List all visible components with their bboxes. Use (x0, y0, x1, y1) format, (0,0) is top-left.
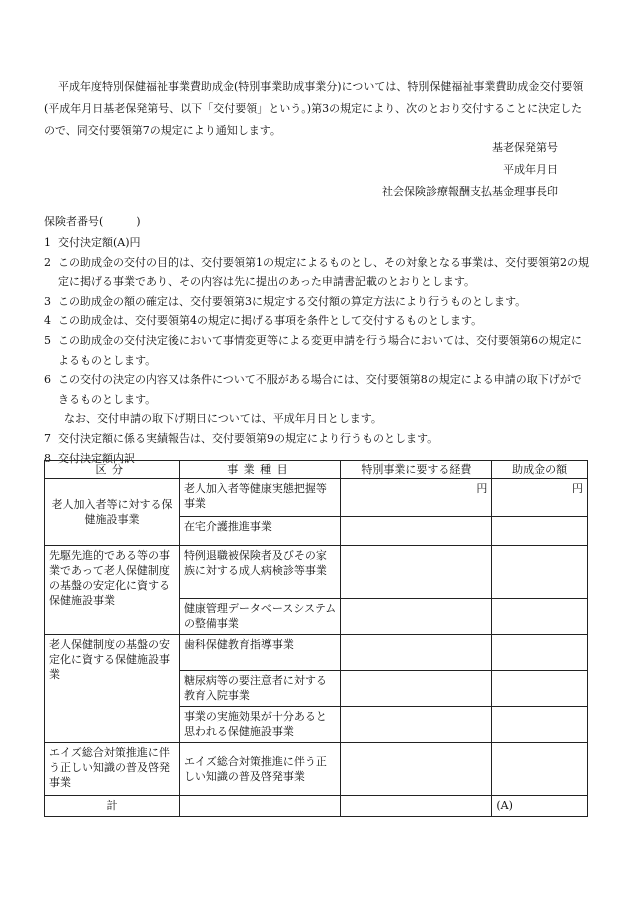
item-number: 6 (44, 373, 51, 387)
total-label: 計 (45, 796, 180, 817)
project-cell: エイズ総合対策推進に伴う正しい知識の普及啓発事業 (179, 743, 341, 796)
table-total-row (45, 796, 588, 817)
project-cell: 糖尿病等の要注意者に対する教育入院事業 (179, 671, 341, 707)
category-cell: 先駆先進的である等の事業であって老人保健制度の基盤の安定化に資する保健施設事業 (45, 546, 180, 635)
item-number: 2 (44, 255, 51, 269)
item-text: なお、交付申請の取下げ期日については、平成年月日とします。 (64, 412, 382, 426)
document-number: 基老保発第号 (492, 141, 558, 154)
document-date: 平成年月日 (503, 163, 558, 176)
cost-cell: 円 (341, 479, 492, 517)
item-text: この交付の決定の内容又は条件について不服がある場合には、交付要領第8の規定による申請の取下げができるものとします。 (58, 373, 582, 406)
grant-cell: 円 (492, 479, 588, 517)
header-category: 区分 (45, 461, 180, 479)
item-text: この助成金の交付決定後において事情変更等による変更申請を行う場合においては、交付要領第6の規定によるものとします。 (58, 333, 582, 367)
grant-cell (492, 635, 588, 671)
project-cell: 事業の実施効果が十分あると思われる保健施設事業 (179, 707, 341, 743)
grant-cell (492, 707, 588, 743)
item-text: この助成金の交付の目的は、交付要領第1の規定によるものとし、その対象となる事業は、交付要領第2の規定に掲げる事業であり、その内容は先に提出のあった申請書記載のとおりとします。 (58, 255, 589, 289)
list-item (44, 331, 592, 370)
grant-breakdown-table (44, 460, 588, 817)
item-number: 4 (44, 314, 51, 328)
list-item (44, 253, 592, 292)
item-text: 交付決定額内訳 (58, 451, 135, 465)
issuer-name: 社会保険診療報酬支払基金理事長印 (382, 185, 558, 198)
cost-cell (341, 599, 492, 635)
list-item (44, 370, 592, 409)
item-number: 1 (44, 236, 51, 249)
intro-paragraph: 平成年度特別保健福祉事業費助成金(特別事業助成事業分)については、特別保健福祉事業費助成金交付要領(平成年月日基老保発第号、以下「交付要領」という。)第3の規定により、次のとおり交付することに決定したので、同交付要領第7の規定により通知します。 (44, 80, 584, 137)
cost-cell (341, 707, 492, 743)
grant-cell (492, 599, 588, 635)
total-cost-cell (341, 796, 492, 817)
header-project: 事業種目 (179, 461, 341, 479)
category-cell: 老人保健制度の基盤の安定化に資する保健施設事業 (45, 635, 180, 743)
cost-cell (341, 671, 492, 707)
project-cell: 健康管理データベースシステムの整備事業 (179, 599, 341, 635)
project-cell: 特例退職被保険者及びその家族に対する成人病検診等事業 (179, 546, 341, 599)
header-cost: 特別事業に要する経費 (341, 461, 492, 479)
item-text: 交付決定額(A)円 (58, 236, 141, 249)
item-text: 交付決定額に係る実績報告は、交付要領第9の規定により行うものとします。 (58, 431, 439, 445)
grant-cell (492, 743, 588, 796)
item-number: 3 (44, 294, 51, 308)
grant-cell (492, 546, 588, 599)
list-item (44, 233, 592, 253)
insurer-number-label: 保険者番号( ) (44, 215, 141, 228)
category-cell: 老人加入者等に対する保健施設事業 (45, 479, 180, 546)
cost-cell (341, 635, 492, 671)
list-item-note (44, 409, 592, 429)
project-cell: 在宅介護推進事業 (179, 517, 341, 546)
cost-cell (341, 517, 492, 546)
table-row (45, 743, 588, 796)
list-item (44, 311, 592, 331)
cost-cell (341, 546, 492, 599)
item-text: この助成金は、交付要領第4の規定に掲げる事項を条件として交付するものとします。 (58, 314, 483, 328)
category-cell: エイズ総合対策推進に伴う正しい知識の普及啓発事業 (45, 743, 180, 796)
table-header-row (45, 461, 588, 479)
project-cell: 老人加入者等健康実態把握等事業 (179, 479, 341, 517)
item-number: 7 (44, 431, 51, 445)
condition-list (44, 233, 592, 468)
table-row (45, 479, 588, 517)
table-row (45, 635, 588, 671)
item-number: 5 (44, 333, 51, 347)
cost-cell (341, 743, 492, 796)
list-item (44, 292, 592, 312)
table-row (45, 546, 588, 599)
item-number: 8 (44, 451, 51, 465)
signature-block (382, 137, 558, 203)
project-cell: 歯科保健教育指導事業 (179, 635, 341, 671)
grant-cell (492, 671, 588, 707)
item-text: この助成金の額の確定は、交付要領第3に規定する交付額の算定方法により行うものとします。 (58, 294, 527, 308)
grant-cell (492, 517, 588, 546)
total-project-cell (179, 796, 341, 817)
total-grant-cell: (A) (492, 796, 588, 817)
list-item (44, 429, 592, 449)
header-grant: 助成金の額 (492, 461, 588, 479)
